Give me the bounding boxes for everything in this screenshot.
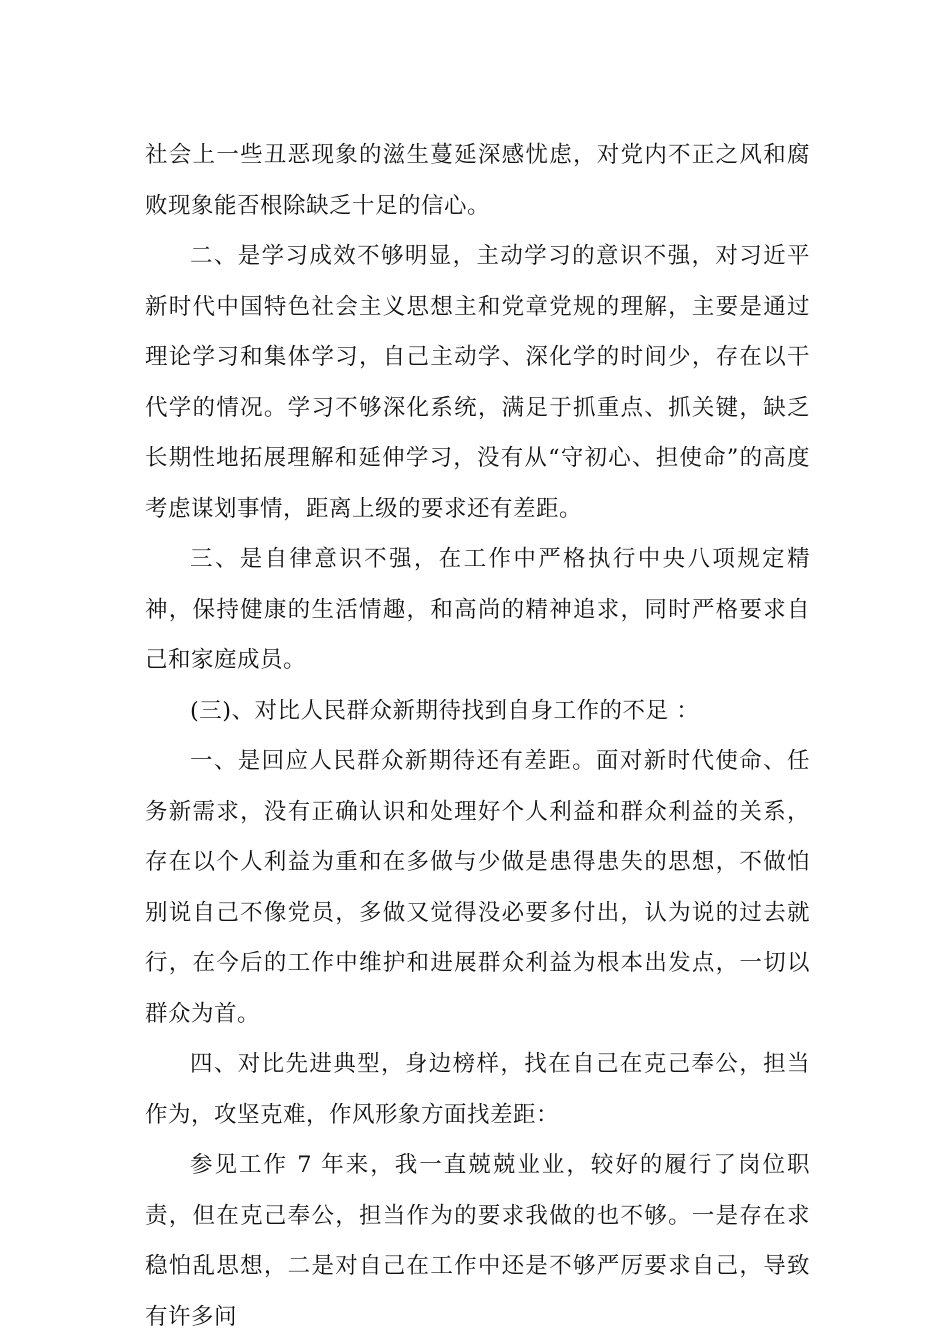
paragraph-continuation: 社会上一些丑恶现象的滋生蔓延深感忧虑，对党内不正之风和腐败现象能否根除缺乏十足的信心。 <box>145 142 810 219</box>
document-body <box>145 130 810 1342</box>
paragraph-people-expectations: 一、是回应人民群众新期待还有差距。面对新时代使命、任务新需求，没有正确认识和处理好个人利益和群众利益的关系，存在以个人利益为重和在多做与少做是患得患失的思想，不做怕别说自己不像党员，多做又觉得没必要多付出，认为说的过去就行，在今后的工作中维护和进展群众利益为根本出发点，一切以群众为首。 <box>145 748 810 1027</box>
paragraph-advanced-models: 四、对比先进典型，身边榜样，找在自己在克己奉公，担当作为，攻坚克难，作风形象方面找差距： <box>145 1051 810 1128</box>
section-heading-people-expectations: (三)、对比人民群众新期待找到自身工作的不足 ： <box>190 697 700 724</box>
paragraph-self-discipline: 三、是自律意识不强，在工作中严格执行中央八项规定精神，保持健康的生活情趣，和高尚的精神追求，同时严格要求自己和家庭成员。 <box>145 546 810 673</box>
paragraph-seven-years-work: 参见工作 7 年来，我一直兢兢业业，较好的履行了岗位职责，但在克己奉公，担当作为的要求我做的也不够。一是存在求稳怕乱思想，二是对自己在工作中还是不够严厉要求自己，导致有许多问 <box>145 1152 810 1330</box>
paragraph-study-effectiveness: 二、是学习成效不够明显，主动学习的意识不强，对习近平新时代中国特色社会主义思想主和党章党规的理解，主要是通过理论学习和集体学习，自己主动学、深化学的时间少，存在以干代学的情况。学习不够深化系统，满足于抓重点、抓关键，缺乏长期性地拓展理解和延伸学习，没有从“守初心、担使命”的高度考虑谋划事情，距离上级的要求还有差距。 <box>145 243 810 522</box>
